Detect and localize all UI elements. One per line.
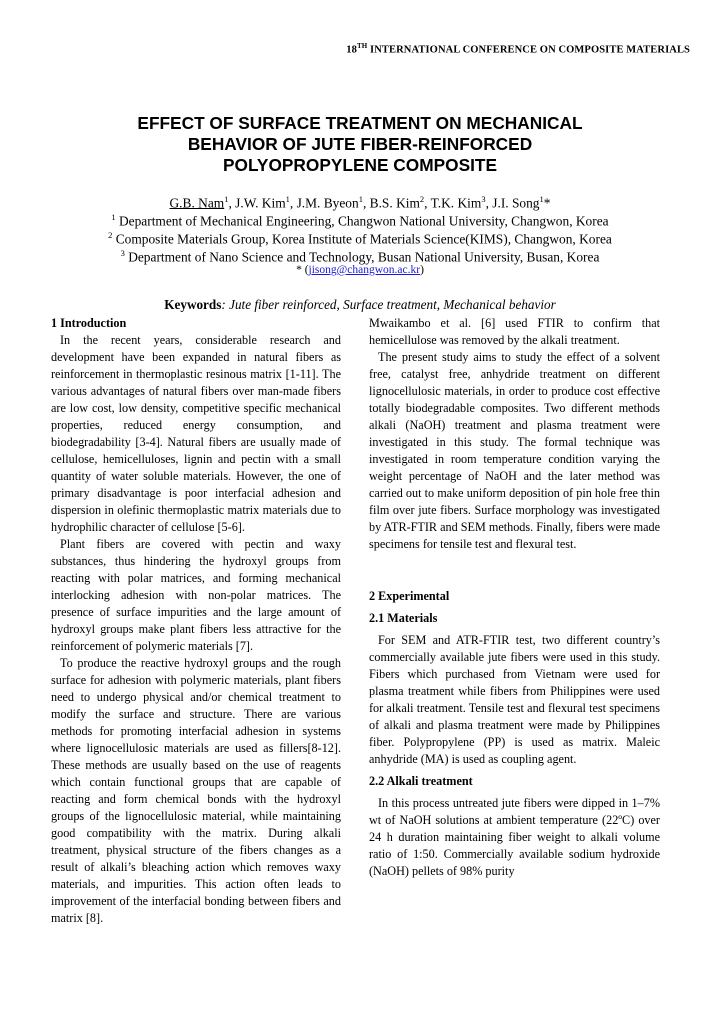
author-4: , B.S. Kim: [362, 195, 420, 211]
author-1-affil: 1: [224, 194, 229, 204]
conference-number: 18: [346, 44, 357, 56]
email-suffix: ): [420, 264, 424, 276]
materials-heading: 2.1 Materials: [369, 611, 438, 625]
intro-paragraph-2: Plant fibers are covered with pectin and waxy substances, thus hindering the hydroxyl groups from reacting with polar matrices, and forming mechanical interlocking adhesion with non-polar matrices. The presence of surface impurities and the large amount of hydroxyl groups make plant fibers less attractive for the reinforcement of polymeric materials [7].: [51, 537, 341, 653]
alkali-heading: 2.2 Alkali treatment: [369, 774, 473, 788]
intro-paragraph-1: In the recent years, considerable research and development have been expanded in natural fibers as reinforcement in thermoplastic resinous matrix [1-11]. The various advantages of natural fibers over man-made fibers are low cost, low density, competitive specific mechanical properties, reduced energy consumption, and biodegradability [3-4]. Natural fibers are usually made of cellulose, hemicelluloses, lignin and pectin with a small quantity of water soluble materials. However, the one of primary disadvantage is poor interfacial adhesion and dispersion in olefinic thermoplastic matrix materials due to hydrophilic character of cellulose [5-6].: [51, 333, 341, 534]
affiliation-3-text: Department of Nano Science and Technology, Busan National University, Busan, Korea: [124, 249, 600, 265]
author-2-affil: 1: [285, 194, 290, 204]
experimental-heading: 2 Experimental: [369, 589, 450, 603]
corresponding-mark: *: [543, 195, 551, 211]
affiliation-2-number: 2: [108, 230, 113, 240]
right-column: [369, 315, 660, 880]
keywords-line: [20, 296, 700, 314]
keywords-colon: :: [221, 297, 230, 312]
left-column: [51, 315, 341, 927]
title-line-3: POLYOPROPYLENE COMPOSITE: [223, 155, 497, 175]
section-spacer: [369, 553, 660, 588]
author-3-affil: 1: [358, 194, 363, 204]
author-5: , T.K. Kim: [424, 195, 482, 211]
right-paragraph-1: Mwaikambo et al. [6] used FTIR to confirm that hemicellulose was removed by the alkali treatment.: [369, 316, 660, 347]
introduction-heading: 1 Introduction: [51, 316, 127, 330]
affiliation-1-text: Department of Mechanical Engineering, Changwon National University, Changwon, Korea: [115, 213, 609, 229]
email-link[interactable]: jisong@changwon.ac.kr: [308, 264, 421, 276]
title-line-2: BEHAVIOR OF JUTE FIBER-REINFORCED: [187, 134, 533, 154]
intro-paragraph-3: To produce the reactive hydroxyl groups and the rough surface for adhesion with polymeric materials, plant fibers need to undergo physical and/or chemical treatment to modify the surface and structure. There are various methods for promoting interfacial adhesion in systems where lignocellulosic materials are used as fillers[8-12]. These methods are usually based on the use of reagents which contain functional groups that are capable of reacting and form chemical bonds with the hydroxyl groups of the lignocellulosic material, while maintaining good compatibility with the matrix. During alkali treatment, physical structure of the fibers changes as a result of alkali’s bleaching action which removes waxy materials, and impurities. This action often leads to improvement of the interfacial bonding between fibers and matrix [8].: [51, 656, 341, 925]
materials-paragraph: For SEM and ATR-FTIR test, two different country’s commercially available jute fibers were used in this study. Fibers which purchased from Vietnam were used for plasma treatment while fibers from Philippines were used for alkali treatment. Tensile test and flexural test specimens of alkali and plasma treatment were made by Philippines fiber. Polypropylene (PP) is used as matrix. Maleic anhydride (MA) is used as coupling agent.: [369, 633, 660, 766]
keywords-value: Jute fiber reinforced, Surface treatment, Mechanical behavior: [229, 297, 556, 312]
author-5-affil: 3: [481, 194, 486, 204]
author-2: , J.W. Kim: [228, 195, 286, 211]
affiliation-2-text: Composite Materials Group, Korea Institute of Materials Science(KIMS), Changwon, Korea: [112, 231, 612, 247]
title-line-1: EFFECT OF SURFACE TREATMENT ON MECHANICAL: [137, 113, 583, 133]
right-paragraph-2: The present study aims to study the effect of a solvent free, catalyst free, anhydride treatment on different lignocellulosic materials, in order to produce cost effective totally biodegradable composites. Two different methods alkali (NaOH) treatment and plasma treatment were investigated in this study. The formal technique was investigated in room temperature condition varying the weight percentage of NaOH and the later method was carried out to make uniform deposition of pin hole free thin film over jute fibers. Surface morphology was investigated by ATR-FTIR and SEM methods. Finally, fibers were made specimens for tensile test and flexural test.: [369, 350, 660, 551]
affiliation-1-number: 1: [111, 212, 116, 222]
conference-number-suffix: TH: [357, 42, 368, 50]
author-3: , J.M. Byeon: [289, 195, 359, 211]
email-prefix: * (: [296, 264, 309, 276]
alkali-paragraph: In this process untreated jute fibers were dipped in 1–7% wt of NaOH solutions at ambient temperature (22ºC) over 24 h duration maintaining fiber weight to alkali volume ratio of 1:50. Commercially available sodium hydroxide (NaOH) pellets of 98% purity: [369, 796, 660, 878]
author-4-affil: 2: [419, 194, 425, 204]
conference-name: INTERNATIONAL CONFERENCE ON COMPOSITE MATERIALS: [367, 44, 690, 56]
author-6: , J.I. Song: [485, 195, 540, 211]
running-header: [0, 42, 690, 56]
keywords-label: Keywords: [164, 297, 222, 312]
affiliation-3-number: 3: [120, 248, 125, 258]
author-1: G.B. Nam: [169, 195, 225, 211]
author-6-affil: 1: [539, 194, 544, 204]
corresponding-email: [20, 262, 700, 278]
paper-title: [60, 113, 660, 176]
